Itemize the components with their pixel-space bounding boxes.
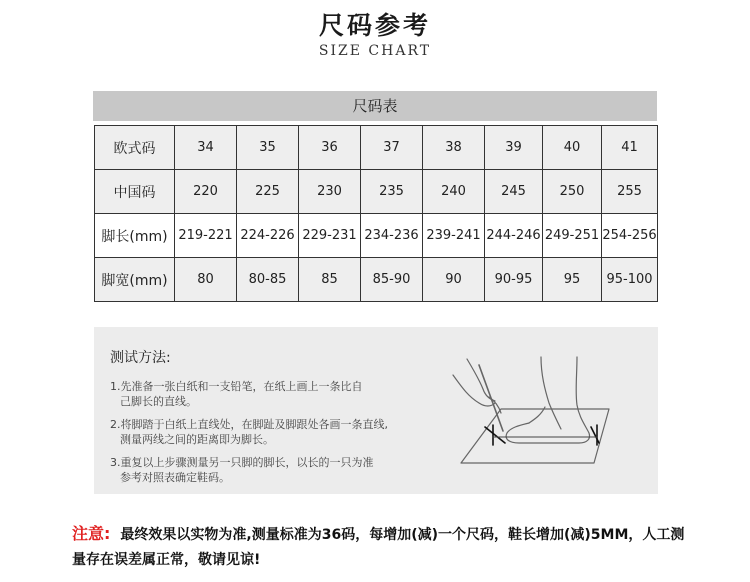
table-cell: 85 — [299, 258, 361, 302]
table-cell: 95 — [543, 258, 602, 302]
table-cell: 90-95 — [485, 258, 543, 302]
table-cell: 239-241 — [423, 214, 485, 258]
table-cell: 240 — [423, 170, 485, 214]
table-cell: 85-90 — [361, 258, 423, 302]
row-header: 中国码 — [95, 170, 175, 214]
table-cell: 219-221 — [175, 214, 237, 258]
table-cell: 95-100 — [602, 258, 658, 302]
table-cell: 249-251 — [543, 214, 602, 258]
table-cell: 40 — [543, 126, 602, 170]
table-cell: 229-231 — [299, 214, 361, 258]
step-line: 3.重复以上步骤测量另一只脚的脚长，以长的一只为准 — [110, 456, 374, 469]
table-cell: 220 — [175, 170, 237, 214]
table-cell: 245 — [485, 170, 543, 214]
table-cell: 254-256 — [602, 214, 658, 258]
table-cell: 90 — [423, 258, 485, 302]
table-row — [95, 170, 658, 214]
table-cell: 225 — [237, 170, 299, 214]
leg-back-line — [541, 357, 561, 429]
page-title: 尺码参考 — [318, 11, 431, 40]
foot-measuring-sketch-icon — [449, 345, 639, 490]
notice — [72, 521, 692, 573]
table-caption: 尺码表 — [93, 91, 657, 121]
step-line: 己脚长的直线。 — [120, 395, 197, 408]
step-line: 1.先准备一张白纸和一支铅笔，在纸上画上一条比自 — [110, 380, 363, 393]
notice-label: 注意: — [72, 524, 111, 543]
table-cell: 224-226 — [237, 214, 299, 258]
table-row — [95, 126, 658, 170]
table-cell: 35 — [237, 126, 299, 170]
step-line: 参考对照表确定鞋码。 — [120, 471, 230, 484]
table-cell: 234-236 — [361, 214, 423, 258]
table-cell: 235 — [361, 170, 423, 214]
table-row — [95, 214, 658, 258]
table-cell: 37 — [361, 126, 423, 170]
row-header: 欧式码 — [95, 126, 175, 170]
table-cell: 244-246 — [485, 214, 543, 258]
measurement-method-panel — [94, 327, 658, 494]
table-cell: 250 — [543, 170, 602, 214]
size-table — [94, 125, 658, 302]
table-cell: 80-85 — [237, 258, 299, 302]
table-cell: 230 — [299, 170, 361, 214]
table-cell: 80 — [175, 258, 237, 302]
table-cell: 34 — [175, 126, 237, 170]
step-line: 测量两线之间的距离即为脚长。 — [120, 433, 274, 446]
table-cell: 41 — [602, 126, 658, 170]
row-header: 脚宽(mm) — [95, 258, 175, 302]
paper-sheet — [461, 409, 609, 463]
table-cell: 38 — [423, 126, 485, 170]
table-cell: 39 — [485, 126, 543, 170]
method-step — [110, 455, 430, 485]
row-header: 脚长(mm) — [95, 214, 175, 258]
notice-text: 最终效果以实物为准,测量标准为36码，每增加(减)一个尺码，鞋长增加(减)5MM，人工测量存在误差属正常，敬请见谅! — [72, 527, 685, 568]
table-row — [95, 258, 658, 302]
table-cell: 36 — [299, 126, 361, 170]
method-steps — [110, 379, 430, 493]
method-step — [110, 417, 430, 447]
table-cell: 255 — [602, 170, 658, 214]
method-step — [110, 379, 430, 409]
page-subtitle: SIZE CHART — [318, 43, 432, 59]
step-line: 2.将脚踏于白纸上直线处，在脚趾及脚跟处各画一条直线, — [110, 418, 388, 431]
method-title: 测试方法: — [110, 350, 171, 366]
